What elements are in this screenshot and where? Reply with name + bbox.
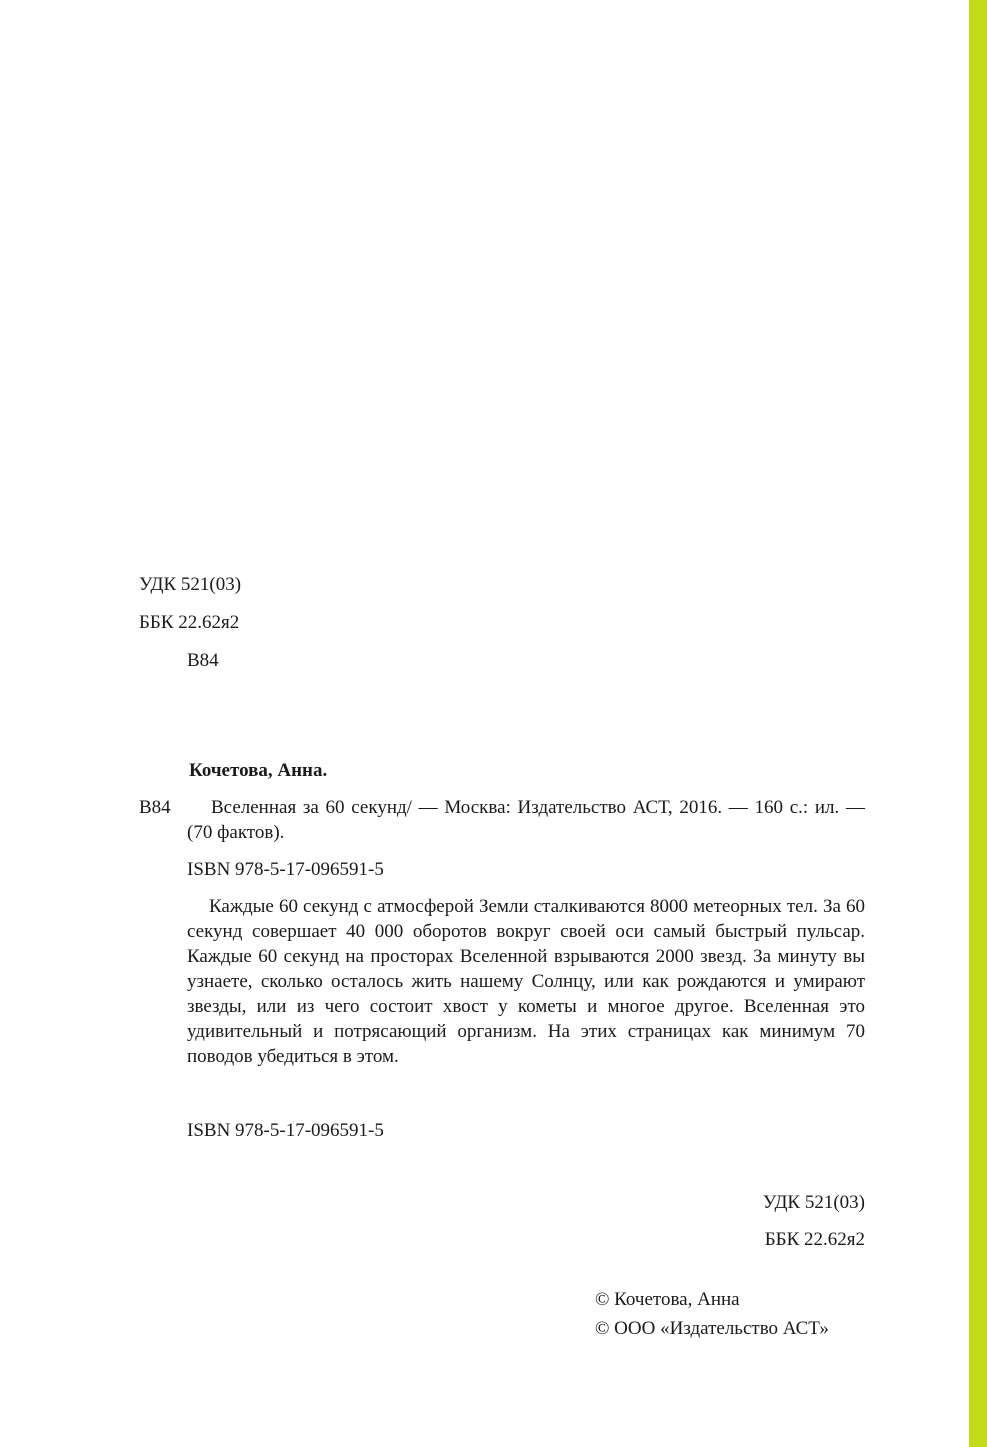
bbk-index: ББК 22.62я2 <box>139 612 240 633</box>
copyright-author: © Кочетова, Анна <box>595 1289 740 1310</box>
annotation-paragraph: Каждые 60 секунд с атмосферой Земли сталкиваются 8000 метеорных тел. За 60 секунд совершает 40 000 оборотов вокруг своей оси самый быстрый пульсар. Каждые 60 секунд на просторах Вселенной взрываются 2000 звезд. За минуту вы узнаете, сколько осталось жить нашему Солнцу, или как рождаются и умирают звезды, или из чего состоит хвост у кометы и многое другое. Вселенная это удивительный и потрясающий организм. На этих страницах как минимум 70 поводов убедиться в этом. <box>187 896 865 1067</box>
author-code: В84 <box>187 650 219 671</box>
copyright-publisher: © ООО «Издательство АСТ» <box>595 1318 829 1339</box>
entry-author-code: В84 <box>139 797 171 818</box>
bibliographic-description: Вселенная за 60 секунд/ — Москва: Издательство АСТ, 2016. — 160 с.: ил. — (70 фактов). <box>187 797 865 843</box>
isbn-line: ISBN 978-5-17-096591-5 <box>187 859 384 880</box>
isbn-footer: ISBN 978-5-17-096591-5 <box>187 1120 384 1141</box>
accent-stripe <box>969 0 987 1447</box>
author-name: Кочетова, Анна. <box>189 760 328 781</box>
udk-index: УДК 521(03) <box>139 574 242 595</box>
udk-index-footer: УДК 521(03) <box>762 1192 865 1213</box>
bbk-index-footer: ББК 22.62я2 <box>764 1229 865 1250</box>
